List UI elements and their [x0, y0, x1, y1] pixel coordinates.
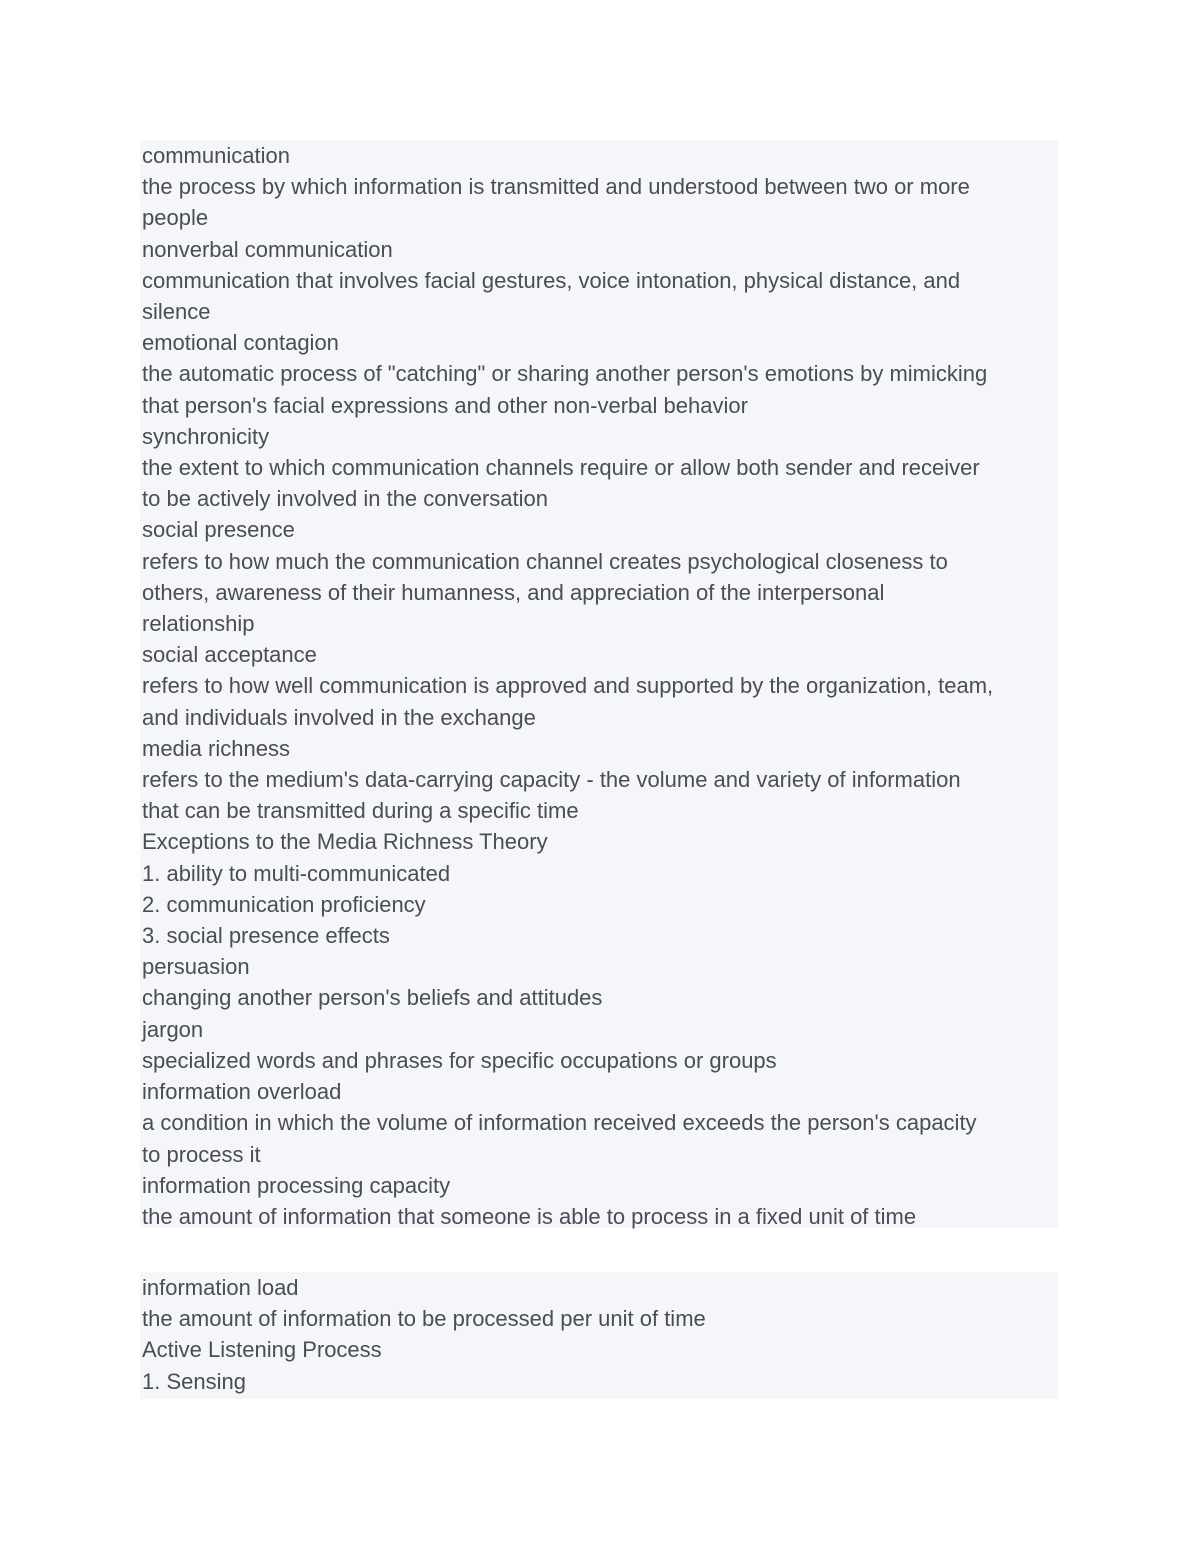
definition-line: the automatic process of "catching" or sharing another person's emotions by mimicking: [142, 361, 988, 387]
definition-line: communication that involves facial gestures, voice intonation, physical distance, and: [142, 267, 961, 293]
definition-line: the amount of information to be processed per unit of time: [142, 1306, 706, 1332]
list-item: 1. ability to multi-communicated: [142, 860, 451, 886]
definition-line: changing another person's beliefs and attitudes: [142, 985, 603, 1011]
text-block-1: [140, 140, 1058, 1228]
definition-line: and individuals involved in the exchange: [142, 704, 536, 730]
list-item: 3. social presence effects: [142, 923, 390, 949]
term: information overload: [142, 1079, 342, 1105]
definition-line: refers to how well communication is approved and supported by the organization, team,: [142, 673, 994, 699]
definition-line: the extent to which communication channels require or allow both sender and receiver: [142, 455, 980, 481]
definition-line: people: [142, 205, 209, 231]
definition-line: a condition in which the volume of information received exceeds the person's capacity: [142, 1110, 977, 1136]
definition-line: relationship: [142, 611, 255, 637]
text-block-2: [140, 1272, 1058, 1399]
term: synchronicity: [142, 423, 270, 449]
term: nonverbal communication: [142, 236, 393, 262]
term: Active Listening Process: [142, 1337, 382, 1363]
definition-line: that person's facial expressions and other non-verbal behavior: [142, 392, 748, 418]
list-item: 1. Sensing: [142, 1368, 246, 1394]
term: social acceptance: [142, 642, 317, 668]
term: social presence: [142, 517, 295, 543]
definition-line: to be actively involved in the conversation: [142, 486, 549, 512]
term: information load: [142, 1275, 299, 1300]
definition-line: to process it: [142, 1141, 261, 1167]
definition-line: others, awareness of their humanness, and appreciation of the interpersonal: [142, 579, 885, 605]
definition-line: refers to how much the communication channel creates psychological closeness to: [142, 548, 948, 574]
term: Exceptions to the Media Richness Theory: [142, 829, 548, 855]
term: persuasion: [142, 954, 250, 980]
term: emotional contagion: [142, 330, 339, 356]
term: information processing capacity: [142, 1172, 451, 1198]
term: media richness: [142, 735, 290, 761]
term: jargon: [142, 1016, 204, 1042]
definition-line: silence: [142, 299, 211, 325]
definition-line: that can be transmitted during a specific time: [142, 798, 579, 824]
definition-line: specialized words and phrases for specific occupations or groups: [142, 1047, 777, 1073]
definition-line: the process by which information is transmitted and understood between two or more: [142, 174, 970, 200]
definition-line: refers to the medium's data-carrying capacity - the volume and variety of information: [142, 767, 961, 793]
definition-line: the amount of information that someone is able to process in a fixed unit of time: [142, 1203, 917, 1229]
list-item: 2. communication proficiency: [142, 891, 426, 917]
term: communication: [142, 143, 290, 168]
